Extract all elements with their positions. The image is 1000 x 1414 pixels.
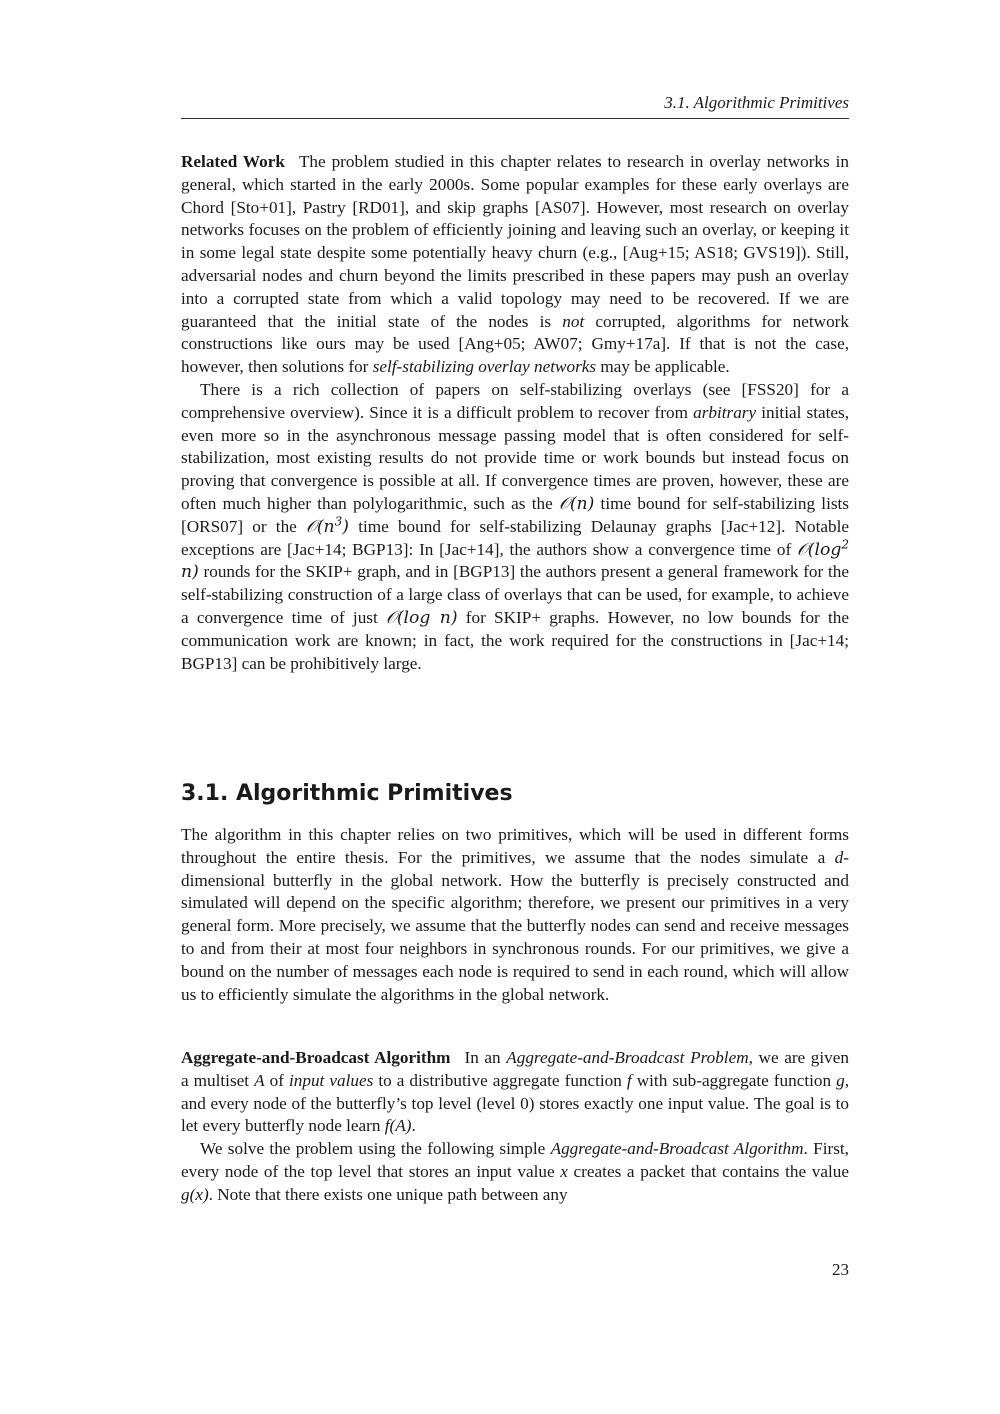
text-run: . <box>411 1116 416 1136</box>
math-variable: A <box>254 1070 265 1090</box>
section-intro-block <box>181 824 849 1006</box>
math-expression: g(x) <box>181 1184 209 1204</box>
math-expression: 𝒪(n) <box>558 493 595 514</box>
text-run: for SKIP+ graphs. However, no low bounds for the communication work are known; in fact, the work required for the constructions in [Jac+14; BGP13] can be prohibitively large. <box>181 607 849 673</box>
text-run: corrupted, algorithms for network constructions like ours may be used [Ang+05; AW07; Gmy+17a]. If that is not the case, however, then solutions for <box>181 311 849 377</box>
text-run: initial states, even more so in the asynchronous message passing model that is often considered for self-stabilization, most existing results do not provide time or work bounds but instead focus on proving that convergence is possible at all. If convergence times are proven, however, these are often much higher than polylogarithmic, such as the <box>181 402 849 513</box>
text-run: The problem studied in this chapter relates to research in overlay networks in general, which started in the early 2000s. Some popular examples for these early overlays are Chord [Sto+01], Pastry [RD01], and skip graphs [AS07]. However, most research on overlay networks focuses on the problem of efficiently joining and leaving such an overlay, or keeping it in some legal state despite some potentially heavy churn (e.g., [Aug+15; AS18; GVS19]). Still, adversarial nodes and churn beyond the limits prescribed in these papers may push an overlay into a corrupted state from which a valid topology may need to be recovered. If we are guaranteed that the initial state of the nodes is <box>181 152 849 331</box>
emphasis: input values <box>289 1070 374 1090</box>
text-run: . First, every node of the top level that stores an input value <box>181 1139 849 1181</box>
text-run: , we are given a multiset <box>181 1048 849 1090</box>
aggregate-paragraph-2 <box>181 1138 849 1206</box>
aggregate-block <box>181 1047 849 1207</box>
emphasis: Aggregate-and-Broadcast Algorithm <box>550 1139 804 1159</box>
running-header: 3.1. Algorithmic Primitives <box>181 92 849 119</box>
emphasis: self-stabilizing overlay networks <box>372 357 597 377</box>
math-variable: x <box>560 1161 568 1181</box>
text-run: to a distributive aggregate function <box>373 1070 627 1090</box>
math-expression: 𝒪(log n) <box>386 607 458 628</box>
text-run: . Note that there exists one unique path between any <box>208 1184 568 1204</box>
related-work-heading: Related Work <box>181 152 285 171</box>
math-variable: f <box>626 1070 632 1090</box>
section-heading: 3.1. Algorithmic Primitives <box>181 781 513 806</box>
text-run: , and every node of the butterfly’s top level (level 0) stores exactly one input value. The goal is to let every butterfly node learn <box>181 1070 849 1136</box>
aggregate-paragraph-1 <box>181 1047 849 1138</box>
text-run: rounds for the SKIP+ graph, and in [BGP13] the authors present a general framework for the self-stabilizing construction of a large class of overlays that can be used, for example, to achieve a convergence time of just <box>181 562 849 627</box>
text-run: In an <box>464 1048 507 1067</box>
text-run: There is a rich collection of papers on self-stabilizing overlays (see [FSS20] for a comprehensive overview). Since it is a difficult problem to recover from <box>181 379 849 422</box>
text-run: time bound for self-stabilizing Delaunay graphs [Jac+12]. Notable exceptions are [Jac+14; BGP13]: In [Jac+14], the authors show a convergence time of <box>181 516 850 559</box>
math-variable: d <box>834 847 844 867</box>
text-run: We solve the problem using the following simple <box>200 1139 551 1159</box>
related-work-paragraph-1 <box>181 151 849 379</box>
text-run: of <box>264 1070 289 1090</box>
emphasis: Aggregate-and-Broadcast Problem <box>506 1048 749 1067</box>
text-run: may be applicable. <box>596 357 730 377</box>
aggregate-heading: Aggregate-and-Broadcast Algorithm <box>181 1048 451 1067</box>
text-run: The algorithm in this chapter relies on two primitives, which will be used in different forms throughout the entire thesis. For the primitives, we assume that the nodes simulate a <box>181 825 849 867</box>
math-variable: g <box>836 1070 845 1090</box>
math-expression: f(A) <box>384 1116 412 1136</box>
text-run: time bound for self-stabilizing lists [ORS07] or the <box>181 493 849 536</box>
text-run: creates a packet that contains the value <box>567 1161 850 1181</box>
emphasis: not <box>562 311 585 331</box>
text-run: with sub-aggregate function <box>631 1070 837 1090</box>
related-work-block <box>181 151 849 675</box>
text-run: -dimensional butterfly in the global network. How the butterfly is precisely constructed and simulated will depend on the specific algorithm; therefore, we present our primitives in a very general form. More precisely, we assume that the butterfly nodes can send and receive messages to and from their at most four neighbors in synchronous rounds. For our primitives, we give a bound on the number of messages each node is required to send in each round, which will allow us to efficiently simulate the algorithms in the global network. <box>181 847 849 1004</box>
emphasis: arbitrary <box>693 402 757 422</box>
math-expression: $𝒪(\log^2$ n) <box>181 536 849 583</box>
related-work-paragraph-2 <box>181 379 849 675</box>
page-number: 23 <box>832 1260 849 1279</box>
math-expression: $𝒪(n^3)$ <box>306 514 349 537</box>
section-paragraph-1 <box>181 824 849 1006</box>
